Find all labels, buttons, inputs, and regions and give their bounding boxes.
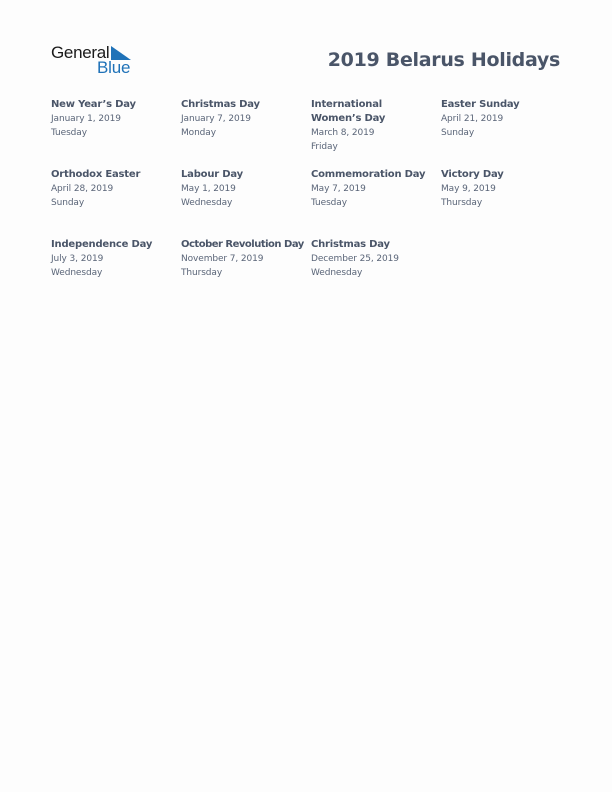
holiday-weekday: Wednesday [51,268,103,278]
holiday-name: Easter Sunday [441,99,520,110]
holiday-item [311,238,435,280]
holiday-date: July 3, 2019 [51,254,104,264]
holiday-name: Orthodox Easter [51,169,141,180]
holiday-item [311,168,435,210]
holiday-name: Independence Day [51,239,153,250]
holiday-item [441,98,565,140]
holiday-date: May 7, 2019 [311,184,366,194]
holiday-name: Labour Day [181,169,243,180]
holiday-weekday: Thursday [181,268,223,278]
brand-logo [51,44,141,78]
holiday-item [181,168,305,210]
holiday-weekday: Friday [311,142,338,152]
holiday-weekday: Monday [181,128,216,138]
holiday-date: January 1, 2019 [51,114,121,124]
holiday-name: Commemoration Day [311,169,426,180]
holiday-name: New Year’s Day [51,99,136,110]
holiday-weekday: Tuesday [311,198,347,208]
holiday-item [181,98,305,140]
brand-logo-text-general: General [51,43,110,62]
holiday-weekday: Wednesday [311,268,363,278]
holiday-item [181,238,309,280]
holiday-name: October Revolution Day [181,239,304,250]
holiday-date: April 28, 2019 [51,184,114,194]
holiday-date: May 1, 2019 [181,184,236,194]
holiday-date: May 9, 2019 [441,184,496,194]
holiday-date: November 7, 2019 [181,254,264,264]
holiday-item [51,238,175,280]
holiday-date: December 25, 2019 [311,254,399,264]
page-title: 2019 Belarus Holidays [327,49,560,71]
holiday-name: International Women’s Day [311,99,386,124]
holiday-item [51,168,175,210]
holiday-name: Christmas Day [311,239,390,250]
holiday-weekday: Sunday [51,198,85,208]
brand-logo-text-blue: Blue [97,58,131,77]
holiday-item [441,168,565,210]
holiday-item [51,98,175,140]
holiday-date: January 7, 2019 [181,114,251,124]
holiday-weekday: Thursday [441,198,483,208]
holiday-weekday: Wednesday [181,198,233,208]
holiday-name: Victory Day [441,169,504,180]
holiday-name: Christmas Day [181,99,260,110]
holiday-date: March 8, 2019 [311,128,375,138]
holiday-weekday: Sunday [441,128,475,138]
holiday-item [311,98,433,154]
holiday-date: April 21, 2019 [441,114,504,124]
holiday-weekday: Tuesday [51,128,87,138]
